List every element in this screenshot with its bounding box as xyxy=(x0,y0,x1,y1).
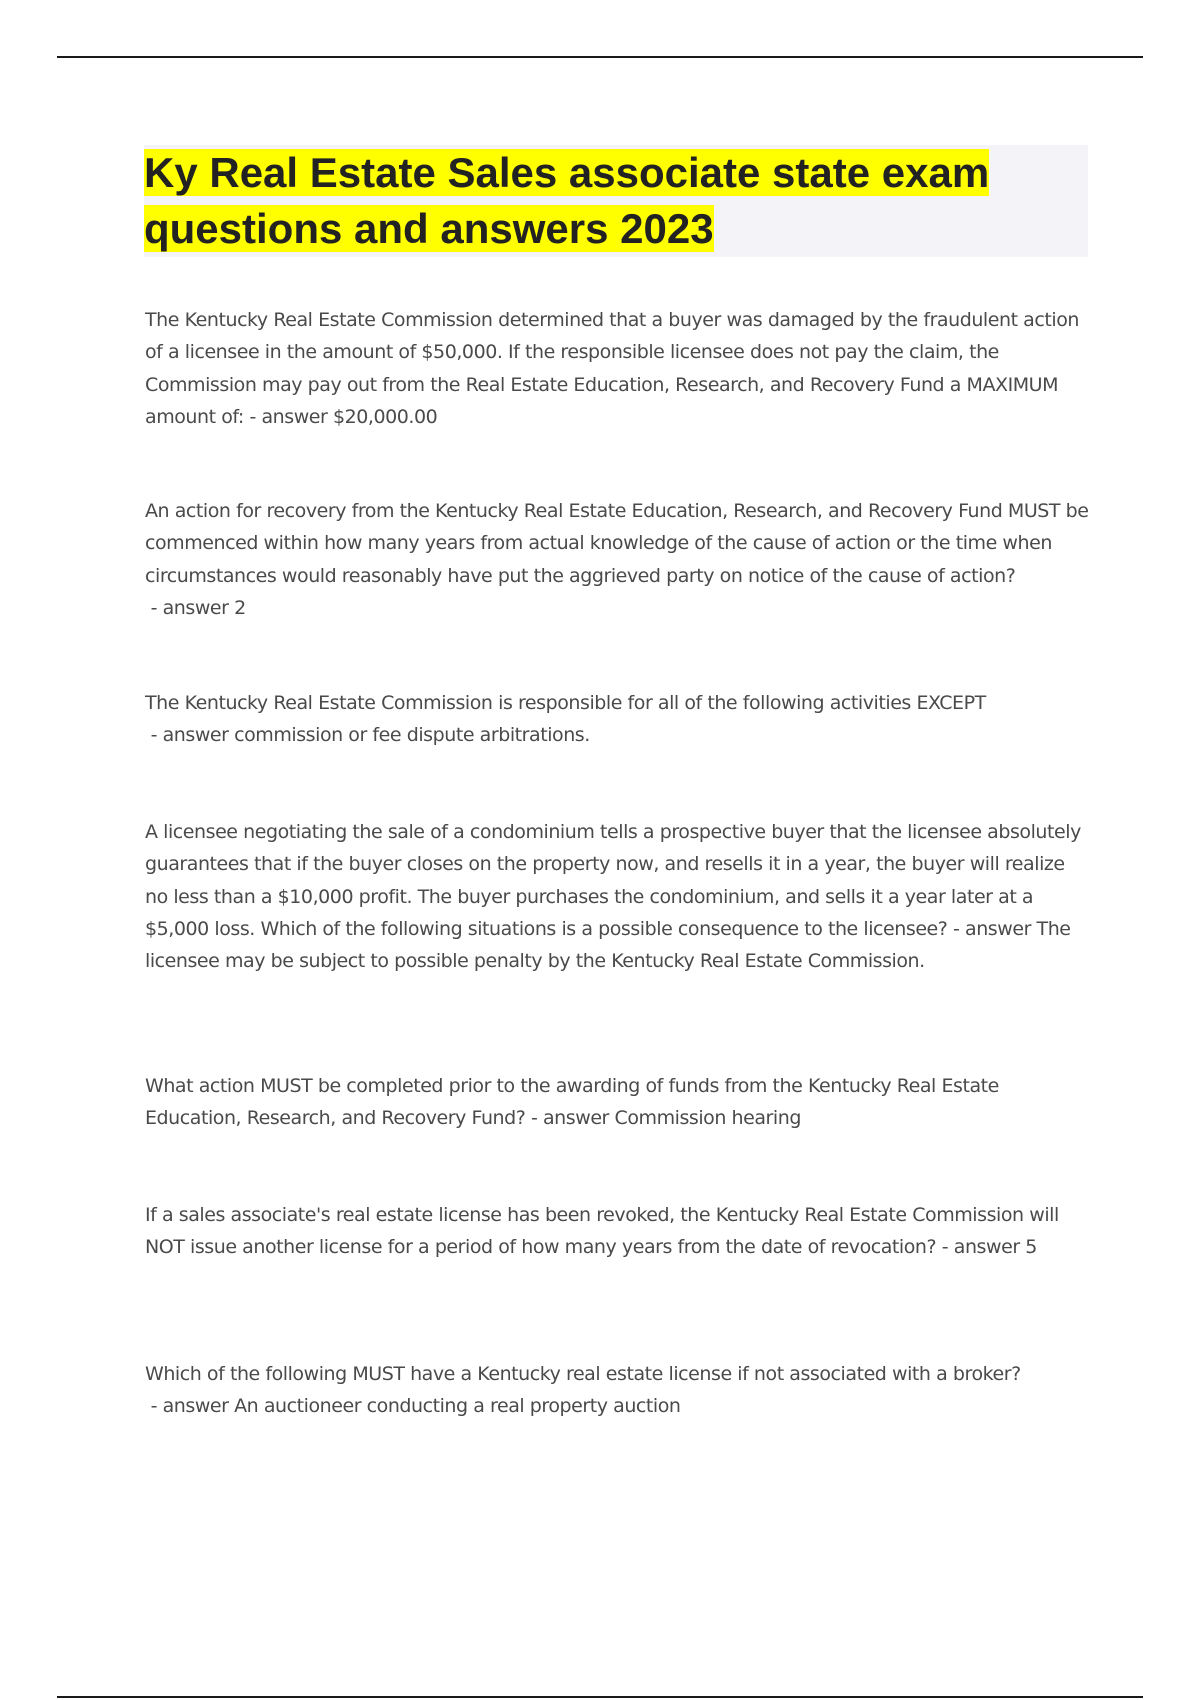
question-text: The Kentucky Real Estate Commission determined that a buyer was damaged by the fraudulent action of a licensee in the amount of $50,000. If the responsible licensee does not pay the claim, the Commission may pay out from the Real Estate Education, Research, and Recovery Fund a MAXIMUM amount of: xyxy=(145,309,1079,428)
document-title xyxy=(144,145,1088,257)
answer-text: The licensee may be subject to possible penalty by the Kentucky Real Estate Commission. xyxy=(145,917,1071,973)
qa-item-3 xyxy=(145,687,1090,752)
question-text: An action for recovery from the Kentucky Real Estate Education, Research, and Recovery Fund MUST be commenced within how many years from actual knowledge of the cause of action or the time when circumstances would reasonably have put the aggrieved party on notice of the cause of action? xyxy=(145,500,1089,587)
question-text: A licensee negotiating the sale of a condominium tells a prospective buyer that the licensee absolutely guarantees that if the buyer closes on the property now, and resells it in a year, the buyer will realize no less than a $10,000 profit. The buyer purchases the condominium, and sells it a year later at a $5,000 loss. Which of the following situations is a possible consequence to the licensee? xyxy=(145,821,1081,940)
answer-separator: - answer xyxy=(145,724,235,747)
answer-text: 5 xyxy=(1025,1236,1037,1259)
answer-text: 2 xyxy=(234,596,246,619)
answer-separator: - answer xyxy=(947,917,1037,940)
qa-item-1 xyxy=(145,304,1090,433)
header-rule xyxy=(57,56,1143,58)
answer-separator: - answer xyxy=(145,596,235,619)
qa-item-4 xyxy=(145,816,1090,977)
answer-text: commission or fee dispute arbitrations. xyxy=(234,724,590,747)
answer-separator: - answer xyxy=(525,1107,615,1130)
answer-separator: - answer xyxy=(145,1395,235,1418)
title-highlight: Ky Real Estate Sales associate state exam questions and answers 2023 xyxy=(144,149,990,252)
title-block xyxy=(144,145,1088,257)
question-text: Which of the following MUST have a Kentucky real estate license if not associated with a broker? xyxy=(145,1363,1021,1385)
qa-item-2 xyxy=(145,495,1090,624)
qa-item-6 xyxy=(145,1199,1090,1264)
answer-text: $20,000.00 xyxy=(333,405,438,428)
answer-separator: - answer xyxy=(936,1236,1026,1259)
qa-item-7 xyxy=(145,1358,1090,1423)
answer-text: An auctioneer conducting a real property auction xyxy=(234,1395,681,1418)
question-text: What action MUST be completed prior to the awarding of funds from the Kentucky Real Estate Education, Research, and Recovery Fund? xyxy=(145,1075,999,1130)
question-text: If a sales associate's real estate license has been revoked, the Kentucky Real Estate Commission will NOT issue another license for a period of how many years from the date of revocation? xyxy=(145,1204,1059,1259)
question-text: The Kentucky Real Estate Commission is responsible for all of the following activities EXCEPT xyxy=(145,692,986,714)
answer-separator: - answer xyxy=(243,405,333,428)
qa-item-5 xyxy=(145,1070,1090,1135)
answer-text: Commission hearing xyxy=(614,1107,801,1130)
footer-rule xyxy=(57,1696,1143,1698)
